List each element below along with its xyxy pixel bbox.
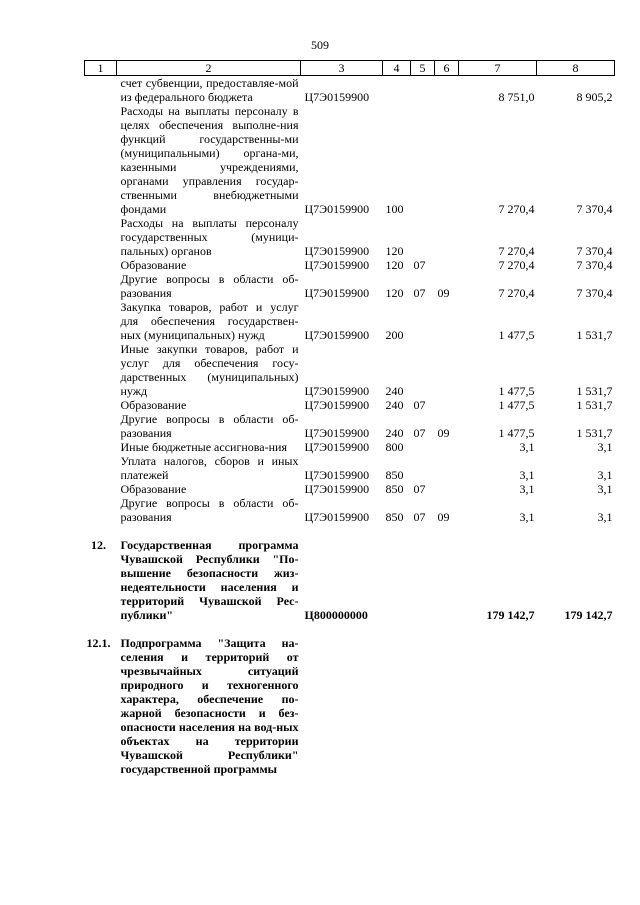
section-code <box>411 538 435 622</box>
column-header: 1 <box>85 61 117 76</box>
subsection-code: 09 <box>437 286 450 300</box>
column-header: 6 <box>435 61 459 76</box>
section-code <box>411 454 435 482</box>
amount-year2: 3,1 <box>597 440 613 454</box>
amount-year2: 7 370,4 <box>576 286 613 300</box>
table-row <box>85 300 615 342</box>
amount-year2: 7 370,4 <box>576 258 613 272</box>
spacer-row <box>85 622 615 636</box>
subsection-code <box>435 538 459 622</box>
subsection-code: 09 <box>437 510 450 524</box>
subsection-code <box>435 482 459 496</box>
row-number <box>85 496 117 524</box>
row-number <box>85 482 117 496</box>
subsection-code <box>435 258 459 272</box>
expense-type: 240 <box>385 398 404 412</box>
row-number <box>85 272 117 300</box>
target-code: Ц7Э0159900 <box>304 426 370 440</box>
subsection-code <box>435 398 459 412</box>
section-code: 07 <box>413 510 426 524</box>
amount-year1: 1 477,5 <box>498 398 535 412</box>
subsection-code <box>435 76 459 105</box>
subsection-code <box>435 636 459 776</box>
table-row <box>85 104 615 216</box>
budget-table <box>84 60 615 776</box>
row-number <box>85 440 117 454</box>
subsection-code: 09 <box>437 426 450 440</box>
section-code <box>411 216 435 258</box>
target-code: Ц7Э0159900 <box>304 510 370 524</box>
row-number <box>85 104 117 216</box>
amount-year2: 1 531,7 <box>576 328 613 342</box>
item-name: Другие вопросы в области об-разования <box>120 496 299 524</box>
table-row <box>85 76 615 105</box>
amount-year2: 179 142,7 <box>564 608 613 622</box>
row-number: 12. <box>91 538 106 552</box>
table-row <box>85 342 615 398</box>
expense-type: 100 <box>385 202 404 216</box>
amount-year2: 8 905,2 <box>576 90 613 104</box>
column-header: 4 <box>383 61 411 76</box>
amount-year1: 1 477,5 <box>498 384 535 398</box>
table-row <box>85 636 615 776</box>
amount-year2: 1 531,7 <box>576 426 613 440</box>
target-code: Ц800000000 <box>304 608 368 622</box>
column-header: 7 <box>459 61 537 76</box>
section-code <box>411 104 435 216</box>
expense-type <box>383 538 411 622</box>
item-name: Образование <box>120 258 187 272</box>
section-code <box>411 636 435 776</box>
target-code: Ц7Э0159900 <box>304 202 370 216</box>
expense-type: 120 <box>385 286 404 300</box>
target-code: Ц7Э0159900 <box>304 258 370 272</box>
subsection-code <box>435 440 459 454</box>
amount-year2 <box>537 636 615 776</box>
target-code: Ц7Э0159900 <box>304 90 370 104</box>
expense-type: 850 <box>385 510 404 524</box>
item-name: Подпрограмма "Защита на-селения и территорий от чрезвычайных ситуаций природного и техногенного характера, обеспечение по-жарной безопасности и без-опасности населения на вод-ных объектах на территории Чувашской Республики" государственной программы <box>120 636 299 776</box>
expense-type: 240 <box>385 426 404 440</box>
item-name: Образование <box>120 398 187 412</box>
table-row <box>85 496 615 524</box>
expense-type: 850 <box>385 468 404 482</box>
section-code <box>411 342 435 398</box>
amount-year1: 7 270,4 <box>498 286 535 300</box>
table-row <box>85 272 615 300</box>
table-row <box>85 398 615 412</box>
amount-year2: 3,1 <box>597 482 613 496</box>
table-row <box>85 482 615 496</box>
amount-year2: 1 531,7 <box>576 398 613 412</box>
expense-type: 800 <box>385 440 404 454</box>
amount-year2: 1 531,7 <box>576 384 613 398</box>
item-name: Иные бюджетные ассигнова-ния <box>120 440 287 454</box>
amount-year1: 3,1 <box>519 440 535 454</box>
item-name: Расходы на выплаты персоналу государственных (муници-пальных) органов <box>120 216 299 258</box>
amount-year1: 8 751,0 <box>498 90 535 104</box>
expense-type: 120 <box>385 258 404 272</box>
row-number <box>85 412 117 440</box>
item-name: Другие вопросы в области об-разования <box>120 272 299 300</box>
amount-year1 <box>459 636 537 776</box>
table-row <box>85 258 615 272</box>
target-code: Ц7Э0159900 <box>304 244 370 258</box>
amount-year1: 7 270,4 <box>498 244 535 258</box>
table-row <box>85 440 615 454</box>
section-code: 07 <box>413 426 426 440</box>
section-code <box>411 76 435 105</box>
section-code: 07 <box>413 286 426 300</box>
amount-year2: 3,1 <box>597 510 613 524</box>
item-name: Расходы на выплаты персоналу в целях обеспечения выполне-ния функций государственны-ми (муниципальными) органа-ми, казенными учреждениями, органами управления государ-ственными внебюджетными фондами <box>120 104 299 216</box>
table-row <box>85 454 615 482</box>
item-name: Уплата налогов, сборов и иных платежей <box>120 454 299 482</box>
spacer-cell <box>85 622 615 636</box>
target-code: Ц7Э0159900 <box>304 398 370 412</box>
table-row <box>85 412 615 440</box>
section-code <box>411 300 435 342</box>
target-code: Ц7Э0159900 <box>304 384 370 398</box>
table-header-row <box>85 61 615 76</box>
subsection-code <box>435 216 459 258</box>
expense-type: 200 <box>385 328 404 342</box>
item-name: счет субвенции, предоставляе-мой из федерального бюджета <box>120 76 299 104</box>
section-code: 07 <box>413 482 426 496</box>
amount-year1: 3,1 <box>519 468 535 482</box>
item-name: Другие вопросы в области об-разования <box>120 412 299 440</box>
row-number <box>85 398 117 412</box>
amount-year1: 179 142,7 <box>486 608 535 622</box>
target-code: Ц7Э0159900 <box>304 328 370 342</box>
target-code <box>301 636 383 776</box>
amount-year1: 1 477,5 <box>498 328 535 342</box>
amount-year2: 7 370,4 <box>576 244 613 258</box>
column-header: 5 <box>411 61 435 76</box>
amount-year2: 7 370,4 <box>576 202 613 216</box>
row-number <box>85 216 117 258</box>
expense-type <box>383 76 411 105</box>
section-code: 07 <box>413 258 426 272</box>
row-number: 12.1. <box>86 636 111 650</box>
item-name: Иные закупки товаров, работ и услуг для обеспечения госу-дарственных (муниципальных) нужд <box>120 342 299 398</box>
section-code <box>411 440 435 454</box>
section-code: 07 <box>413 398 426 412</box>
page-number: 509 <box>311 38 329 52</box>
expense-type: 240 <box>385 384 404 398</box>
target-code: Ц7Э0159900 <box>304 440 370 454</box>
expense-type <box>383 636 411 776</box>
table-row <box>85 538 615 622</box>
target-code: Ц7Э0159900 <box>304 468 370 482</box>
expense-type: 120 <box>385 244 404 258</box>
row-number <box>85 342 117 398</box>
amount-year1: 1 477,5 <box>498 426 535 440</box>
column-header: 8 <box>537 61 615 76</box>
amount-year1: 3,1 <box>519 482 535 496</box>
expense-type: 850 <box>385 482 404 496</box>
row-number <box>85 258 117 272</box>
subsection-code <box>435 300 459 342</box>
amount-year2: 3,1 <box>597 468 613 482</box>
item-name: Образование <box>120 482 187 496</box>
row-number <box>85 76 117 105</box>
amount-year1: 3,1 <box>519 510 535 524</box>
subsection-code <box>435 454 459 482</box>
item-name: Государственная программа Чувашской Республики "По-вышение безопасности жиз-недеятельности населения и территорий Чувашской Рес-публики" <box>120 538 299 622</box>
spacer-cell <box>85 524 615 538</box>
spacer-row <box>85 524 615 538</box>
target-code: Ц7Э0159900 <box>304 482 370 496</box>
amount-year1: 7 270,4 <box>498 258 535 272</box>
table-body <box>85 76 615 777</box>
row-number <box>85 454 117 482</box>
subsection-code <box>435 342 459 398</box>
row-number <box>85 300 117 342</box>
target-code: Ц7Э0159900 <box>304 286 370 300</box>
table-row <box>85 216 615 258</box>
column-header: 2 <box>117 61 301 76</box>
subsection-code <box>435 104 459 216</box>
amount-year1: 7 270,4 <box>498 202 535 216</box>
item-name: Закупка товаров, работ и услуг для обеспечения государствен-ных (муниципальных) нужд <box>120 300 299 342</box>
column-header: 3 <box>301 61 383 76</box>
